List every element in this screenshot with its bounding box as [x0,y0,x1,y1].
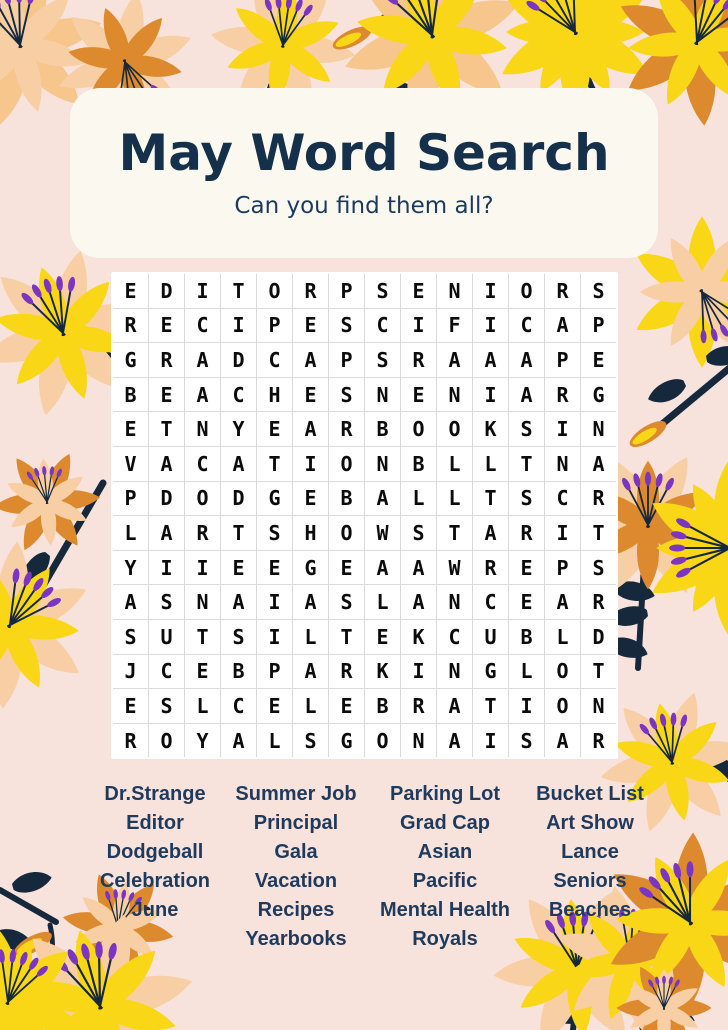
grid-cell: D [581,620,616,654]
grid-cell: R [401,343,436,377]
grid-cell: S [365,343,400,377]
word-list-column [80,780,230,954]
grid-cell: E [149,378,184,412]
grid-cell: G [113,343,148,377]
grid-cell: A [581,447,616,481]
grid-cell: A [293,343,328,377]
word-item: Editor [126,812,184,834]
grid-cell: B [221,655,256,689]
grid-cell: U [149,620,184,654]
grid-cell: O [509,274,544,308]
grid-cell: E [509,585,544,619]
grid-cell: N [437,655,472,689]
grid-cell: R [293,274,328,308]
grid-cell: S [581,551,616,585]
grid-cell: B [113,378,148,412]
grid-cell: A [221,585,256,619]
grid-cell: C [221,378,256,412]
grid-cell: I [473,309,508,343]
grid-cell: A [293,655,328,689]
grid-cell: R [509,516,544,550]
word-item: Grad Cap [399,812,491,834]
word-item: Celebration [99,870,211,892]
grid-cell: L [545,620,580,654]
grid-cell: L [401,482,436,516]
grid-cell: S [509,724,544,758]
grid-cell: A [149,516,184,550]
grid-cell: A [113,585,148,619]
word-item: Pacific [412,870,478,892]
grid-cell: R [581,585,616,619]
grid-cell: R [329,412,364,446]
grid-cell: A [293,412,328,446]
grid-cell: B [329,482,364,516]
grid-cell: U [473,620,508,654]
grid-cell: H [257,378,292,412]
grid-cell: L [437,482,472,516]
grid-cell: I [473,724,508,758]
grid-cell: T [581,655,616,689]
grid-cell: R [113,309,148,343]
word-item: Seniors [553,870,627,892]
grid-cell: I [185,274,220,308]
page-subtitle: Can you find them all? [234,193,494,220]
grid-cell: T [221,516,256,550]
grid-cell: O [185,482,220,516]
grid-cell: A [437,343,472,377]
grid-cell: I [257,620,292,654]
grid-cell: G [329,724,364,758]
grid-cell: R [329,655,364,689]
grid-cell: A [545,724,580,758]
grid-cell: T [437,516,472,550]
grid-cell: R [545,274,580,308]
word-item: Lance [561,841,619,863]
grid-cell: H [293,516,328,550]
word-search-grid [113,274,616,757]
grid-cell: N [581,412,616,446]
word-item: Gala [274,841,318,863]
grid-cell: E [257,689,292,723]
grid-cell: T [473,482,508,516]
word-item: Yearbooks [245,928,347,950]
grid-cell: I [545,516,580,550]
grid-cell: P [329,274,364,308]
grid-cell: P [581,309,616,343]
grid-cell: F [437,309,472,343]
grid-cell: L [113,516,148,550]
grid-cell: O [401,412,436,446]
grid-cell: A [473,343,508,377]
word-item: Asian [417,841,473,863]
grid-cell: L [293,689,328,723]
grid-cell: S [365,274,400,308]
grid-cell: A [185,378,220,412]
grid-cell: E [149,309,184,343]
grid-cell: L [473,447,508,481]
word-list-column [528,780,652,954]
grid-cell: A [185,343,220,377]
word-item: Beaches [548,899,632,921]
grid-cell: C [545,482,580,516]
grid-cell: I [185,551,220,585]
grid-cell: E [581,343,616,377]
grid-cell: A [365,482,400,516]
grid-cell: A [221,724,256,758]
grid-cell: O [329,516,364,550]
grid-cell: N [437,274,472,308]
grid-cell: T [149,412,184,446]
grid-cell: E [221,551,256,585]
grid-cell: C [221,689,256,723]
word-item: Recipes [257,899,335,921]
word-item: Bucket List [536,783,644,805]
grid-cell: G [257,482,292,516]
grid-cell: C [509,309,544,343]
grid-cell: R [581,482,616,516]
word-item: Principal [253,812,339,834]
grid-cell: L [257,724,292,758]
grid-cell: A [545,309,580,343]
grid-cell: D [149,274,184,308]
grid-cell: E [257,551,292,585]
word-list-column [230,780,362,954]
grid-cell: T [257,447,292,481]
grid-cell: T [581,516,616,550]
word-list [80,780,652,954]
grid-cell: A [509,378,544,412]
grid-cell: O [329,447,364,481]
grid-cell: I [257,585,292,619]
grid-cell: S [329,585,364,619]
grid-cell: I [545,412,580,446]
grid-cell: A [365,551,400,585]
grid-cell: A [401,585,436,619]
grid-cell: N [401,724,436,758]
grid-cell: E [293,482,328,516]
word-item: Dodgeball [106,841,204,863]
grid-cell: S [257,516,292,550]
grid-cell: T [329,620,364,654]
grid-cell: T [473,689,508,723]
grid-cell: I [401,309,436,343]
word-item: Royals [412,928,478,950]
grid-cell: O [437,412,472,446]
word-list-column [362,780,528,954]
grid-cell: E [257,412,292,446]
word-item: Parking Lot [389,783,500,805]
grid-cell: O [257,274,292,308]
word-item: Dr.Strange [104,783,206,805]
grid-cell: O [149,724,184,758]
grid-cell: S [221,620,256,654]
grid-cell: N [365,378,400,412]
grid-cell: N [185,585,220,619]
grid-cell: C [437,620,472,654]
grid-cell: I [293,447,328,481]
grid-cell: A [149,447,184,481]
grid-cell: D [149,482,184,516]
grid-cell: D [221,482,256,516]
grid-cell: N [365,447,400,481]
page-title: May Word Search [118,123,610,182]
grid-cell: P [545,343,580,377]
grid-cell: E [113,274,148,308]
grid-cell: P [113,482,148,516]
grid-cell: I [509,689,544,723]
grid-cell: C [365,309,400,343]
grid-cell: G [581,378,616,412]
grid-cell: E [113,689,148,723]
grid-cell: W [437,551,472,585]
word-item: Art Show [546,812,634,834]
grid-cell: L [293,620,328,654]
grid-cell: R [545,378,580,412]
grid-cell: R [581,724,616,758]
grid-cell: O [365,724,400,758]
grid-cell: E [509,551,544,585]
grid-cell: C [473,585,508,619]
grid-cell: B [365,412,400,446]
grid-cell: A [509,343,544,377]
grid-cell: P [257,309,292,343]
grid-cell: R [113,724,148,758]
grid-cell: E [113,412,148,446]
word-search-grid-frame [111,272,618,759]
grid-cell: R [473,551,508,585]
grid-cell: I [473,274,508,308]
grid-cell: S [581,274,616,308]
grid-cell: R [149,343,184,377]
grid-cell: R [185,516,220,550]
grid-cell: V [113,447,148,481]
grid-cell: Y [221,412,256,446]
grid-cell: S [149,585,184,619]
grid-cell: R [401,689,436,723]
grid-cell: P [257,655,292,689]
grid-cell: S [401,516,436,550]
grid-cell: A [221,447,256,481]
grid-cell: C [185,447,220,481]
grid-cell: B [509,620,544,654]
grid-cell: N [581,689,616,723]
grid-cell: L [365,585,400,619]
grid-cell: C [149,655,184,689]
grid-cell: B [401,447,436,481]
grid-cell: N [545,447,580,481]
grid-cell: A [473,516,508,550]
grid-cell: E [401,274,436,308]
grid-cell: Y [185,724,220,758]
grid-cell: T [509,447,544,481]
grid-cell: L [185,689,220,723]
grid-cell: I [401,655,436,689]
grid-cell: T [185,620,220,654]
grid-cell: K [401,620,436,654]
word-item: Vacation [254,870,338,892]
grid-cell: O [545,689,580,723]
grid-cell: B [365,689,400,723]
grid-cell: E [401,378,436,412]
grid-cell: G [473,655,508,689]
grid-cell: S [509,482,544,516]
grid-cell: C [257,343,292,377]
grid-cell: E [293,309,328,343]
grid-cell: J [113,655,148,689]
grid-cell: O [545,655,580,689]
grid-cell: Y [113,551,148,585]
grid-cell: A [293,585,328,619]
grid-cell: E [329,551,364,585]
grid-cell: N [437,585,472,619]
grid-cell: T [221,274,256,308]
word-item: June [131,899,179,921]
grid-cell: A [545,585,580,619]
grid-cell: L [437,447,472,481]
grid-cell: L [509,655,544,689]
grid-cell: S [329,378,364,412]
grid-cell: K [473,412,508,446]
grid-cell: N [185,412,220,446]
grid-cell: N [437,378,472,412]
grid-cell: E [293,378,328,412]
grid-cell: E [329,689,364,723]
grid-cell: S [329,309,364,343]
grid-cell: K [365,655,400,689]
grid-cell: I [149,551,184,585]
grid-cell: S [113,620,148,654]
grid-cell: I [473,378,508,412]
title-card [70,88,658,258]
word-item: Mental Health [379,899,511,921]
grid-cell: P [329,343,364,377]
grid-cell: A [437,689,472,723]
grid-cell: C [185,309,220,343]
grid-cell: E [365,620,400,654]
grid-cell: S [149,689,184,723]
grid-cell: W [365,516,400,550]
word-item: Summer Job [235,783,357,805]
grid-cell: S [509,412,544,446]
grid-cell: P [545,551,580,585]
grid-cell: E [185,655,220,689]
grid-cell: A [401,551,436,585]
grid-cell: D [221,343,256,377]
grid-cell: G [293,551,328,585]
grid-cell: I [221,309,256,343]
grid-cell: A [437,724,472,758]
grid-cell: S [293,724,328,758]
